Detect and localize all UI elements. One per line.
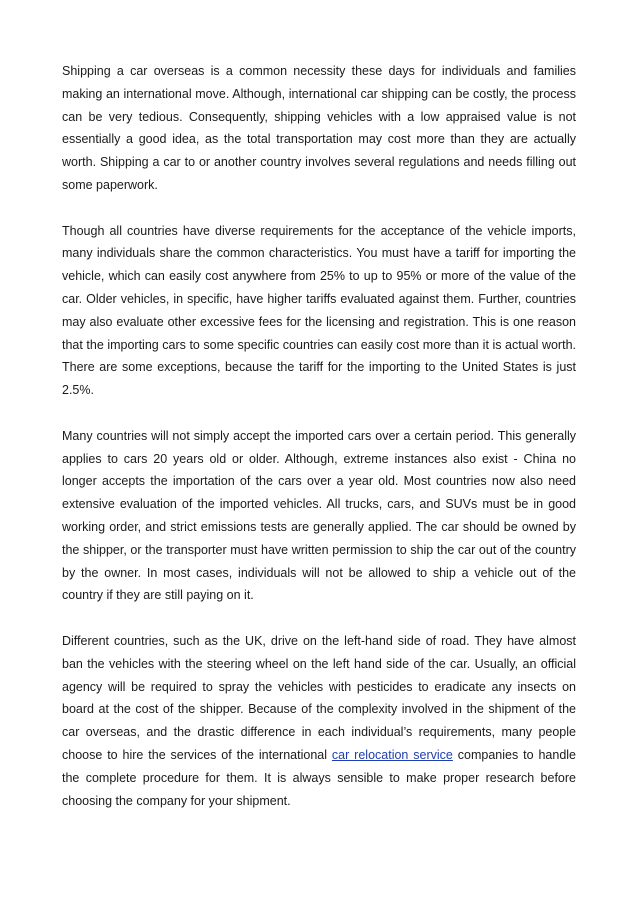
car-relocation-service-link[interactable]: car relocation service [331,747,453,762]
paragraph-text-before-link: Different countries, such as the UK, drive on the left-hand side of road. They have almost ban the vehicles with the steering wheel on the left hand side of the car. Usually, an official agency will be required to spray the vehicles with pesticides to eradicate any insects on board at the cost of the shipper. Because of the complexity involved in the shipment of the car overseas, and the drastic difference in each individual’s requirements, many people choose to hire the services of the international [62,633,576,762]
document-body [62,60,576,835]
paragraph-restrictions: Many countries will not simply accept the imported cars over a certain period. This generally applies to cars 20 years old or older. Although, extreme instances also exist - China no longer accepts the importation of the cars over a year old. Most countries now also need extensive evaluation of the imported vehicles. All trucks, cars, and SUVs must be in good working order, and strict emissions tests are generally applied. The car should be owned by the shipper, or the transporter must have written permission to ship the car out of the country by the owner. In most cases, individuals will not be allowed to ship a vehicle out of the country if they are still paying on it. [62,428,576,603]
paragraph-tariffs: Though all countries have diverse requirements for the acceptance of the vehicle imports, many individuals share the common characteristics. You must have a tariff for importing the vehicle, which can easily cost anywhere from 25% to up to 95% or more of the value of the car. Older vehicles, in specific, have higher tariffs evaluated against them. Further, countries may also evaluate other excessive fees for the licensing and registration. This is one reason that the importing cars to some specific countries can easily cost more than it is actual worth. There are some exceptions, because the tariff for the importing to the United States is just 2.5%. [62,223,576,398]
paragraph-left-hand-drive [62,630,576,812]
paragraph-intro: Shipping a car overseas is a common necessity these days for individuals and families making an international move. Although, international car shipping can be costly, the process can be very tedious. Consequently, shipping vehicles with a low appraised value is not essentially a good idea, as the total transportation may cost more than they are actually worth. Shipping a car to or another country involves several regulations and needs filling out some paperwork. [62,64,576,192]
paragraph-text-after-link: companies to handle the complete procedure for them. It is always sensible to make proper research before choosing the company for your shipment. [62,747,577,808]
